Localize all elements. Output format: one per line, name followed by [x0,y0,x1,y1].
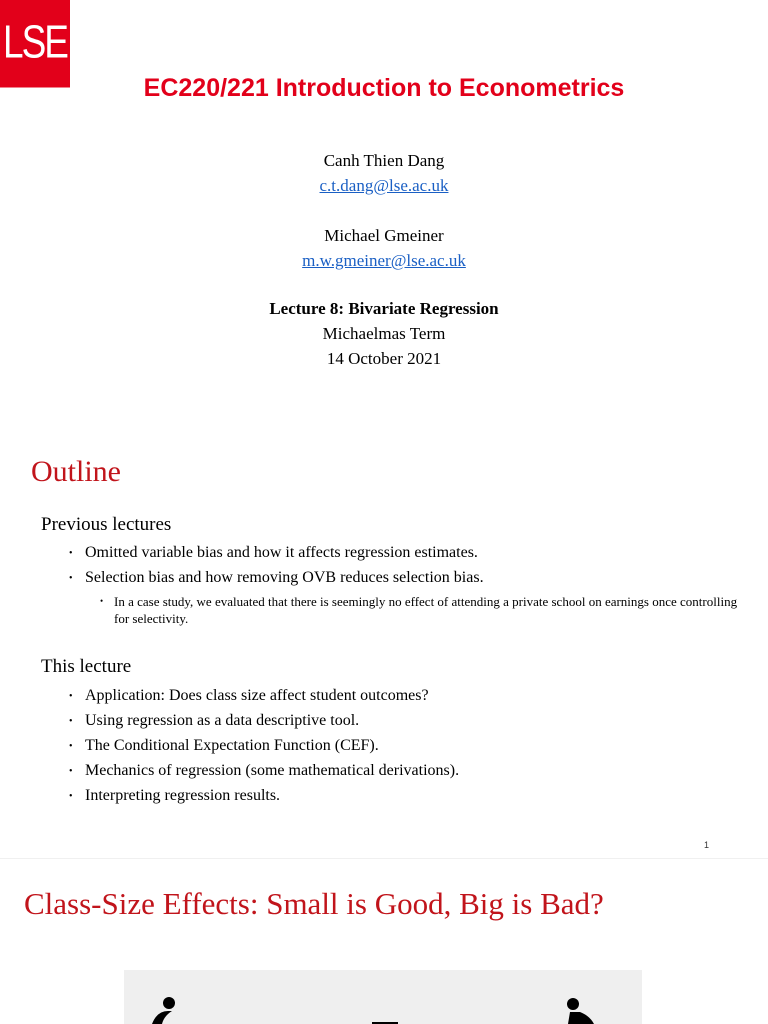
list-item [67,758,459,783]
list-item [67,540,484,565]
this-lecture-heading: This lecture [41,656,132,677]
person-left-icon [152,997,175,1024]
list-item [67,708,459,733]
list-item-text: Application: Does class size affect student outcomes? [85,687,429,704]
previous-lectures-heading: Previous lectures [41,514,172,535]
slide-divider [0,858,768,859]
list-item-text: Selection bias and how removing OVB reduces selection bias. [85,569,484,586]
list-item-text: Mechanics of regression (some mathematical derivations). [85,762,460,779]
bullet-icon: • [69,766,73,777]
lse-logo-text: LSE [3,16,67,68]
author-name: Canh Thien Dang [323,151,445,170]
outline-heading: Outline [31,455,121,488]
bullet-icon: • [69,741,73,752]
list-item-text: Interpreting regression results. [85,787,281,804]
lecture-term: Michaelmas Term [322,324,446,343]
bullet-icon: • [100,596,104,606]
author-name: Michael Gmeiner [324,226,444,245]
author-email-link[interactable]: m.w.gmeiner@lse.ac.uk [302,251,466,270]
lecture-title: Lecture 8: Bivariate Regression [269,299,499,318]
list-item-text: Using regression as a data descriptive tool. [85,712,360,729]
classroom-figure [124,970,642,1024]
lecture-date: 14 October 2021 [326,349,442,368]
list-item [67,733,459,758]
sub-list-item [100,593,740,627]
bullet-icon: • [69,791,73,802]
lecture-info [0,296,768,371]
bullet-icon: • [69,548,73,559]
author-block [0,148,768,198]
author-block [0,223,768,273]
bullet-icon: • [69,716,73,727]
list-item [67,683,459,708]
previous-lectures-list [67,540,484,590]
author-email-link[interactable]: c.t.dang@lse.ac.uk [319,176,449,195]
bullet-icon: • [69,573,73,584]
course-title: EC220/221 Introduction to Econometrics [143,74,625,102]
page-number: 1 [704,840,710,850]
bullet-icon: • [69,691,73,702]
classroom-figure-image [124,970,642,1024]
list-item-text: Omitted variable bias and how it affects regression estimates. [85,544,478,561]
this-lecture-list [67,683,459,808]
list-item [67,783,459,808]
list-item-text: The Conditional Expectation Function (CEF). [85,737,379,754]
list-item [67,565,484,590]
sub-list-item-text: In a case study, we evaluated that there is seemingly no effect of attending a private school on earnings once controlling for selectivity. [114,594,738,626]
slide-heading: Class-Size Effects: Small is Good, Big is Bad? [24,886,604,921]
person-right-icon [567,998,594,1024]
